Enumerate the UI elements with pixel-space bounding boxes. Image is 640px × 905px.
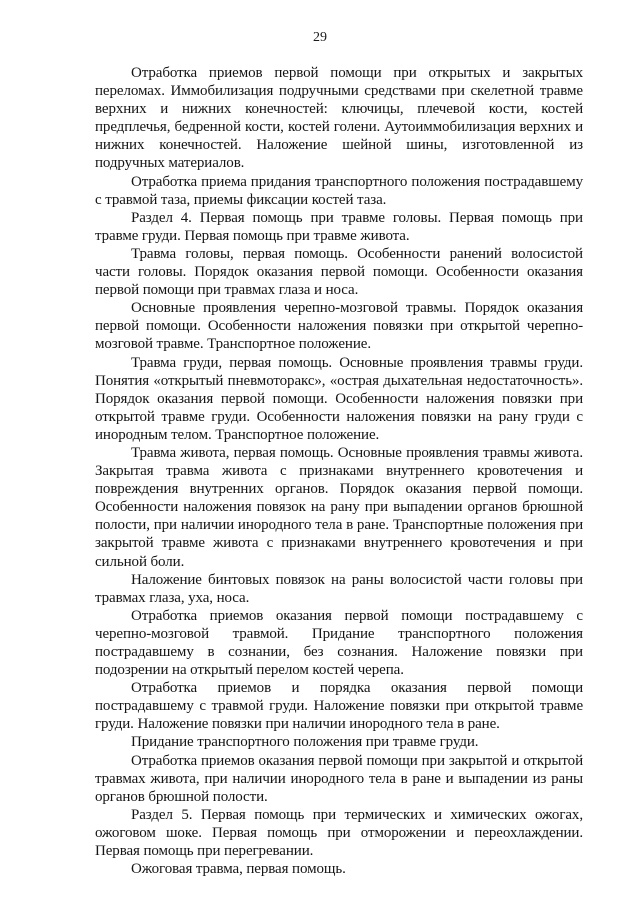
paragraph: Отработка приемов оказания первой помощи при закрытой и открытой травмах живота, при наличии инородного тела в ране и выпадении из раны органов брюшной полости. <box>95 752 583 805</box>
body-text <box>95 64 583 878</box>
paragraph: Травма головы, первая помощь. Особенности ранений волосистой части головы. Порядок оказания первой помощи. Особенности оказания первой помощи при травмах глаза и носа. <box>95 245 583 299</box>
page-number: 29 <box>313 30 327 45</box>
paragraph: Придание транспортного положения при травме груди. <box>131 734 479 751</box>
paragraph: Отработка приема придания транспортного положения пострадавшему с травмой таза, приемы фиксации костей таза. <box>95 173 583 208</box>
paragraph: Отработка приемов оказания первой помощи пострадавшему с черепно-мозговой травмой. Придание транспортного положения пострадавшему в сознании, без сознания. Наложение повязки при подозрении на открытый перелом костей черепа. <box>95 607 583 679</box>
paragraph: Раздел 4. Первая помощь при травме головы. Первая помощь при травме груди. Первая помощь при травме живота. <box>95 209 583 244</box>
paragraph: Отработка приемов и порядка оказания первой помощи пострадавшему с травмой груди. Наложение повязки при открытой травме груди. Наложение повязки при наличии инородного тела в ране. <box>95 680 583 733</box>
paragraph: Основные проявления черепно-мозговой травмы. Порядок оказания первой помощи. Особенности наложения повязки при открытой черепно-мозговой травме. Транспортное положение. <box>95 300 583 353</box>
paragraph: Отработка приемов первой помощи при открытых и закрытых переломах. Иммобилизация подручными средствами при скелетной травме верхних и нижних конечностей: ключицы, плечевой кости, костей предплечья, бедренной кости, костей голени. Аутоиммобилизация верхних и нижних конечностей. Наложение шейной шины, изготовленной из подручных материалов. <box>95 65 583 172</box>
paragraph: Раздел 5. Первая помощь при термических и химических ожогах, ожоговом шоке. Первая помощь при отморожении и переохлаждении. Первая помощь при перегревании. <box>95 806 583 860</box>
paragraph: Наложение бинтовых повязок на раны волосистой части головы при травмах глаза, уха, носа. <box>95 571 583 606</box>
paragraph: Травма живота, первая помощь. Основные проявления травмы живота. Закрытая травма живота с признаками внутреннего кровотечения и повреждения внутренних органов. Порядок оказания первой помощи. Особенности наложения повязок на рану при выпадении органов брюшной полости, при наличии инородного тела в ране. Транспортные положения при закрытой травме живота с признаками внутреннего кровотечения и при сильной боли. <box>95 444 583 570</box>
paragraph: Травма груди, первая помощь. Основные проявления травмы груди. Понятия «открытый пневмоторакс», «острая дыхательная недостаточность». Порядок оказания первой помощи. Особенности наложения повязки при открытой травме груди. Особенности наложения повязки на рану груди с инородным телом. Транспортное положение. <box>95 354 583 443</box>
paragraph: Ожоговая травма, первая помощь. <box>131 861 346 878</box>
